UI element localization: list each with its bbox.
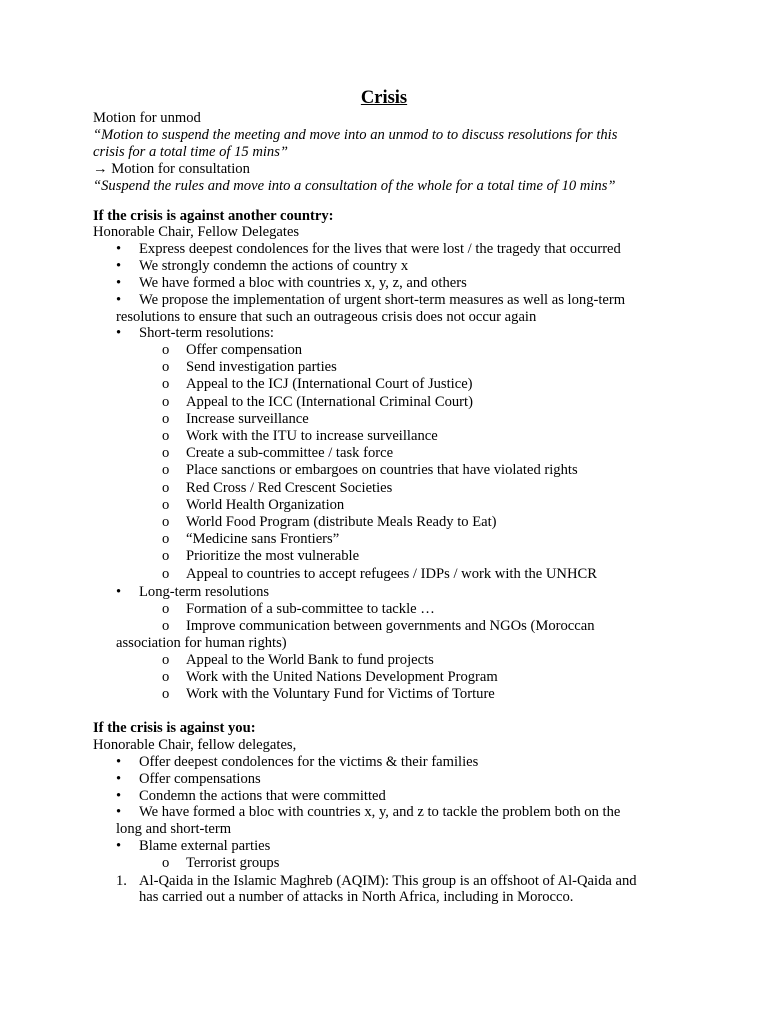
list-item: Appeal to the World Bank to fund projects	[186, 652, 434, 668]
sub-bullet-marker: o	[162, 566, 170, 582]
list-item: Offer compensations	[139, 771, 261, 787]
sub-bullet-marker: o	[162, 652, 170, 668]
sub-bullet-marker: o	[162, 376, 170, 392]
bullet-marker: •	[116, 838, 122, 854]
list-item: Long-term resolutions	[139, 584, 270, 600]
sub-bullet-marker: o	[162, 342, 170, 358]
sub-bullet-marker: o	[162, 428, 170, 444]
list-item: Work with the Voluntary Fund for Victims of Torture	[186, 686, 495, 702]
bullet-marker: •	[116, 241, 122, 257]
list-item: Red Cross / Red Crescent Societies	[186, 480, 393, 496]
section-2-greeting: Honorable Chair, fellow delegates,	[93, 737, 297, 753]
list-item: Blame external parties	[139, 838, 271, 854]
list-item: We have formed a bloc with countries x, y, z, and others	[139, 275, 467, 291]
list-item: Prioritize the most vulnerable	[186, 548, 360, 564]
section-1-greeting: Honorable Chair, Fellow Delegates	[93, 224, 300, 240]
sub-bullet-marker: o	[162, 531, 170, 547]
list-item: Al-Qaida in the Islamic Maghreb (AQIM): This group is an offshoot of Al-Qaida and	[139, 873, 637, 889]
list-item: Condemn the actions that were committed	[139, 788, 386, 804]
section-1-heading: If the crisis is against another country:	[93, 208, 334, 224]
section-2-heading: If the crisis is against you:	[93, 720, 256, 736]
list-item: Place sanctions or embargoes on countries that have violated rights	[186, 462, 578, 478]
list-item: “Medicine sans Frontiers”	[186, 531, 340, 547]
list-item-continuation: association for human rights)	[116, 635, 287, 651]
sub-bullet-marker: o	[162, 686, 170, 702]
list-item: Increase surveillance	[186, 411, 309, 427]
intro-line-2: “Motion to suspend the meeting and move into an unmod to to discuss resolutions for this	[93, 127, 618, 143]
bullet-marker: •	[116, 292, 122, 308]
list-item: Terrorist groups	[186, 855, 280, 871]
list-item-continuation: has carried out a number of attacks in North Africa, including in Morocco.	[139, 889, 574, 905]
sub-bullet-marker: o	[162, 394, 170, 410]
list-item: Appeal to the ICJ (International Court of Justice)	[186, 376, 473, 392]
list-item: World Food Program (distribute Meals Ready to Eat)	[186, 514, 497, 530]
sub-bullet-marker: o	[162, 669, 170, 685]
sub-bullet-marker: o	[162, 359, 170, 375]
list-item-continuation: resolutions to ensure that such an outrageous crisis does not occur again	[116, 309, 537, 325]
bullet-marker: •	[116, 771, 122, 787]
list-item: Express deepest condolences for the lives that were lost / the tragedy that occurred	[139, 241, 621, 257]
intro-line-5: “Suspend the rules and move into a consultation of the whole for a total time of 10 mins”	[93, 178, 616, 194]
intro-line-3: crisis for a total time of 15 mins”	[93, 144, 289, 160]
list-item: Short-term resolutions:	[139, 325, 274, 341]
list-item: Work with the United Nations Development Program	[186, 669, 498, 685]
sub-bullet-marker: o	[162, 411, 170, 427]
bullet-marker: •	[116, 258, 122, 274]
bullet-marker: •	[116, 754, 122, 770]
sub-bullet-marker: o	[162, 480, 170, 496]
intro-line-4: → Motion for consultation	[93, 161, 250, 177]
list-item: We propose the implementation of urgent short-term measures as well as long-term	[139, 292, 626, 308]
bullet-marker: •	[116, 788, 122, 804]
bullet-marker: •	[116, 275, 122, 291]
list-number: 1.	[116, 873, 127, 889]
sub-bullet-marker: o	[162, 514, 170, 530]
list-item: Offer deepest condolences for the victims & their families	[139, 754, 479, 770]
list-item: Appeal to countries to accept refugees / IDPs / work with the UNHCR	[186, 566, 597, 582]
list-item: Work with the ITU to increase surveillance	[186, 428, 438, 444]
intro-line-1: Motion for unmod	[93, 110, 201, 126]
sub-bullet-marker: o	[162, 445, 170, 461]
bullet-marker: •	[116, 584, 122, 600]
bullet-marker: •	[116, 325, 122, 341]
sub-bullet-marker: o	[162, 601, 170, 617]
list-item: Appeal to the ICC (International Criminal Court)	[186, 394, 473, 410]
sub-bullet-marker: o	[162, 548, 170, 564]
list-item-continuation: long and short-term	[116, 821, 232, 837]
list-item: Create a sub-committee / task force	[186, 445, 394, 461]
sub-bullet-marker: o	[162, 497, 170, 513]
bullet-marker: •	[116, 804, 122, 820]
sub-bullet-marker: o	[162, 462, 170, 478]
list-item: Improve communication between governments and NGOs (Moroccan	[186, 618, 595, 634]
list-item: We have formed a bloc with countries x, y, and z to tackle the problem both on the	[139, 804, 621, 820]
list-item: Offer compensation	[186, 342, 303, 358]
list-item: Formation of a sub-committee to tackle …	[186, 601, 435, 617]
page-title: Crisis	[360, 88, 408, 108]
list-item: World Health Organization	[186, 497, 345, 513]
list-item: Send investigation parties	[186, 359, 337, 375]
sub-bullet-marker: o	[162, 855, 170, 871]
sub-bullet-marker: o	[162, 618, 170, 634]
list-item: We strongly condemn the actions of country x	[139, 258, 409, 274]
